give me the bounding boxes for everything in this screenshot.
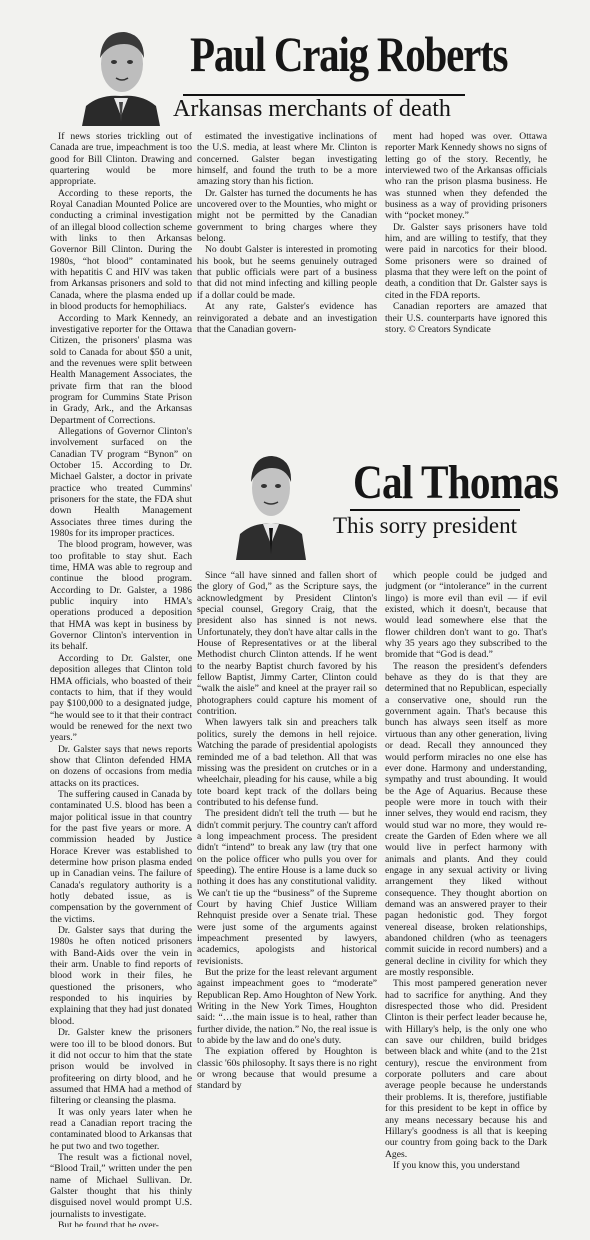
article-column-3 bbox=[385, 131, 547, 381]
paragraph: Dr. Galster says prisoners have told him, and are willing to testify, that they were paid in narcotics for their blood. Some prisoners were so drained of plasma that they were left on the point of death, a condition that Dr. Galster says is cited in the FDA reports. bbox=[385, 221, 547, 301]
paragraph: It was only years later when he read a Canadian report tracing the contaminated blood to Arkansas that he put two and two together. bbox=[50, 1106, 192, 1152]
paragraph: Since “all have sinned and fallen short of the glory of God,” as the Scripture says, the acknowledgment by President Clinton's special counsel, Gregory Craig, that the president also has sinned is not news. Unfortunately, they don't have altar calls in the House of Representatives or at the liberal Methodist church Clinton attends. If he went to the nearby Baptist church favored by his fellow Baptist, Jimmy Carter, Clinton could “walk the aisle” and kneel at the prayer rail so photographers could capture his moment of contrition. bbox=[197, 570, 377, 718]
paragraph: Canadian reporters are amazed that their U.S. counterparts have ignored this story. © Creators Syndicate bbox=[385, 301, 547, 335]
paragraph: Dr. Galster says that news reports show that Clinton defended HMA on dozens of occasions from media attacks on its practices. bbox=[50, 743, 192, 789]
paragraph: Dr. Galster knew the prisoners were too ill to be blood donors. But it did not occur to him that the state prison would be involved in profiteering on dirty blood, and he assumed that HMA had a method of filtering or cleansing the plasma. bbox=[50, 1027, 192, 1107]
paragraph: estimated the investigative inclinations of the U.S. media, at least where Mr. Clinton is concerned. Galster began investigating himself, and found the truth to be a more amazing story than his fiction. bbox=[197, 131, 377, 188]
paragraph: The reason the president's defenders behave as they do is that they are determined that no Republican, especially a conservative one, should run the government again. That's because this bunch has always seen itself as more virtuous than any other generation, living or dead. Recall they announced they would perform miracles no one else has ever done. Harmony and understanding, sympathy and trust abounding. It would be the Age of Aquarius. Because these people were more in touch with their inner selves, they would end racism, they would stud war no more, they would re-create the Garden of Eden where we all would live in perfect harmony with animals and plants. And they could engage in any sexual activity or living arrangement they liked without consequence. They thought abortion on demand was an answered prayer to their pagan hedonistic god. They forgot venereal disease, broken relationships, abandoned children (who as teenagers commit suicide in record numbers) and a general decline in civility for which they are mostly responsible. bbox=[385, 660, 547, 979]
paragraph: No doubt Galster is interested in promoting his book, but he seems genuinely outraged that public officials were part of a business that did not mind infecting and killing people if a dollar could be made. bbox=[197, 244, 377, 301]
paragraph: If news stories trickling out of Canada are true, impeachment is too good for Bill Clinton. Drawing and quartering would be more appropriate. bbox=[50, 131, 192, 188]
paragraph: This most pampered generation never had to sacrifice for anything. And they disrespected those who did. President Clinton is their perfect leader because he, with Hillary's help, is the only one who can save our children, build bridges between black and white (and to the 21st century), rescue the environment from corporate polluters and care about average people because he understands their problems. It is, therefore, justifiable for this president to be kept in office by any means necessary because his and Hillary's goodness is all that is keeping our country from going back to the Dark Ages. bbox=[385, 978, 547, 1160]
paragraph: But he found that he over- bbox=[58, 1220, 159, 1227]
article-column-1 bbox=[50, 131, 192, 1227]
paragraph: According to Mark Kennedy, an investigative reporter for the Ottawa Citizen, the prisoners' plasma was sold to Canada for about $50 a unit, and the revenues were split between Health Management Associates, the private firm that ran the blood program for Cummins State Prison in Grady, Ark., and the Arkansas Department of Corrections. bbox=[50, 312, 192, 426]
headline-author-thomas: Cal Thomas bbox=[353, 456, 559, 509]
header-rule bbox=[350, 509, 520, 511]
author-photo-roberts bbox=[80, 18, 162, 126]
headline-author-roberts: Paul Craig Roberts bbox=[190, 26, 508, 82]
paragraph: The suffering caused in Canada by contaminated U.S. blood has been a major political issue in that country for the past five years or more. A commission headed by Justice Horace Krever was established to determine how prison plasma ended up in Canadian veins. The failure of Canada's regulatory authority is a hotly debated issue, as is compensation by the government of the victims. bbox=[50, 788, 192, 925]
paragraph: Dr. Galster has turned the documents he has uncovered over to the Mounties, who might or might not be permitted by the Canadian government to bring charges where they belong. bbox=[197, 187, 377, 245]
article-column-5 bbox=[385, 570, 547, 1234]
author-photo-thomas bbox=[236, 436, 306, 560]
paragraph: Allegations of Governor Clinton's involvement surfaced on the Canadian TV program “Bynon” on October 15. According to Dr. Michael Galster, a doctor in private practice who treated Cummins' prisoners for the state, the FDA shut down Health Management Associates three times during the 1980s for its improper practices. bbox=[50, 425, 192, 540]
paragraph: which people could be judged and judgment (or “intolerance” in the current lingo) is more evil than evil — if evil existed, which it doesn't, because that would lead somewhere else that the flower children don't want to go. That's why 35 years ago they subscribed to the bromide that “God is dead.” bbox=[385, 570, 547, 661]
subtitle-thomas: This sorry president bbox=[333, 513, 517, 538]
paragraph: If you know this, you understand bbox=[393, 1159, 520, 1171]
article-column-2 bbox=[197, 131, 377, 381]
paragraph: According to Dr. Galster, one deposition alleges that Clinton told HMA officials, who boasted of their contacts to him, that if they would pay $100,000 to a designated judge, “he would see to it that their contract would be renewed for the next two years.” bbox=[50, 652, 192, 744]
paragraph: Dr. Galster says that during the 1980s he often noticed prisoners with Band-Aids over the vein in their arm. Unable to find reports of blood work in their files, he questioned the prisoners, who responded to his inquiries by explaining that they had just donated blood. bbox=[50, 925, 192, 1027]
paragraph: When lawyers talk sin and preachers talk politics, surely the demons in hell rejoice. Watching the parade of presidential apologists reminded me of a bad telethon. All that was missing was the president on crutches or in a wheelchair, pleading for his cause, while a big tote board kept track of the dollars being contributed to his defense fund. bbox=[197, 717, 377, 808]
paragraph: ment had hoped was over. Ottawa reporter Mark Kennedy shows no signs of letting go of the story. Recently, he interviewed two of the Arkansas officials who ran the prison plasma business. He was stunned when they defended the business as a way of providing prisoners with “pocket money.” bbox=[385, 131, 547, 222]
paragraph: The expiation offered by Houghton is classic '60s philosophy. It says there is no right or wrong because that would presume a standard by bbox=[197, 1046, 377, 1092]
paragraph: The blood program, however, was too profitable to stay shut. Each time, HMA was able to regroup and continue the blood program. According to Dr. Galster, a 1986 public inquiry into HMA's operations produced a deposition that HMA was kept in business by Governor Clinton's intervention in its behalf. bbox=[50, 539, 192, 653]
paragraph: At any rate, Galster's evidence has reinvigorated a debate and an investigation that the Canadian govern- bbox=[197, 301, 377, 335]
paragraph: According to these reports, the Royal Canadian Mounted Police are conducting a criminal investigation of an illegal blood collection scheme with links to then Arkansas Governor Bill Clinton. During the 1980s, “hot blood” contaminated with hepatitis C and HIV was taken from Arkansas prisoners and sold to Canada, where the plasma ended up in blood products for hemophiliacs. bbox=[50, 187, 192, 313]
paragraph: But the prize for the least relevant argument against impeachment goes to “moderate” Republican Rep. Amo Houghton of New York. Writing in the New York Times, Houghton said: “…the main issue is to heal, rather than further divide, the nation.” No, the real issue is to abide by the law and do one's duty. bbox=[197, 967, 377, 1047]
paragraph: The president didn't tell the truth — but he didn't commit perjury. The country can't afford a long impeachment process. The president didn't “intend” to break any law (try that one on the police officer who pulls you over for speeding). The entire House is a lame duck so nothing it does has any constitutional validity. We can't tie up the “business” of the Supreme Court by having Chief Justice William Rehnquist preside over a Senate trial. These were just some of the arguments against impeachment presented by lawyers, academics, apologists and historical revisionists. bbox=[197, 808, 377, 967]
paragraph: The result was a fictional novel, “Blood Trail,” written under the pen name of Michael Sullivan. Dr. Galster thought that his thinly disguised novel would prompt U.S. journalists to investigate. bbox=[50, 1151, 192, 1220]
subtitle-roberts: Arkansas merchants of death bbox=[173, 96, 451, 122]
article-column-4 bbox=[197, 570, 377, 1230]
